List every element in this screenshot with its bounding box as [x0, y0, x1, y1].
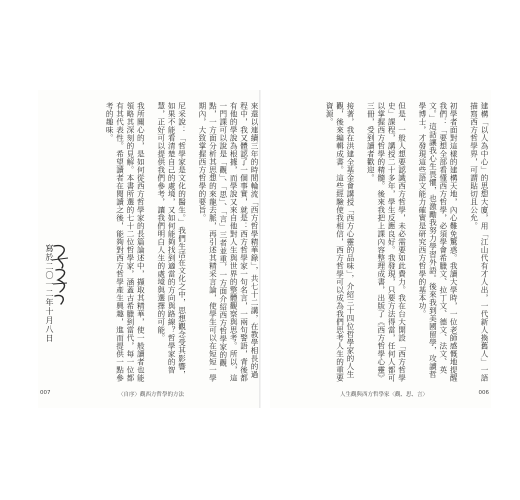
- running-title: 〈自序〉觀西方哲學的方法: [118, 392, 185, 398]
- right-page-body: [272, 102, 489, 382]
- page-number: 007: [40, 390, 51, 396]
- paragraph: 接著，我在洪建全基金會講授「西方心靈的品味」，介紹三十四位哲學家的人生觀，後來編輯成書。這些經驗使我相信，西方哲學可以成為我們思考人生的重要資源。: [325, 102, 355, 382]
- signature-date: 寫於二〇一二年十月八日: [45, 244, 54, 343]
- page-number: 006: [478, 390, 489, 396]
- left-page-body: [92, 102, 259, 382]
- paragraph: 來還以連續三年的時間輪流「西方哲學精華錄」，共七十二講，在教學相長的過程中，我又體認了一個事實，就是：西方哲學家一句名言，一兩句警語，背後都有他的學說為根據，而學說又來自他對人生與世界的整體觀察與思考。所以，這一門課可以說是「觀」、「思」、「言」三者並重，一方面介紹西方哲學家的觀點，一方面分析其思想的來龍去脈，再引述其精采言論，使學生可以在短短一學期內，大致掌握西方哲學的要旨。: [197, 102, 259, 382]
- paragraph: 尼采說：「哲學家是文化的醫生。」我們生活在文化之中，思想觀念受其影響，如果不能看清楚自己的處境，又如何能夠找到適當的方向與路線？哲學家的智慧，正好可以提供我們參考，讓我們明白人生的處境與選擇的可能。: [156, 102, 187, 379]
- signature-block: [44, 240, 84, 380]
- paragraph: 建構「以人為中心」的思想大廈，用「江山代有才人出，一代新人換舊人」一語描寫西方哲學界，可謂貼切且公允。: [469, 102, 489, 382]
- book-gutter: [259, 90, 261, 408]
- paragraph: 初學者面對這樣的建構天地，內心難免驚惑。我讀大學時，一位老師感慨地提醒我們：「要想全部看懂西方哲學，必須學會希臘文、拉丁文、德文、法文、英文。」這話讓我心生畏懼，也激勵我努力學習外語。後來我到美國留學，攻讀哲學博士，才發現這些語文能力確實是研究西方哲學的基本功。: [417, 102, 459, 382]
- right-page: [270, 90, 491, 408]
- running-title: 人生觀與西方哲學家〈觀、思、言〉: [340, 392, 429, 398]
- paragraph: 我所關心的，是如何從西方哲學家的長篇論述中，擷取其精華，使一般讀者也能領略其深刻的見解。本書所選的七十二位哲學家，涵蓋古希臘到當代，每一位都有其代表性。希望讀者在閱讀之後，能夠對西方哲學產生興趣，進而提供一點參考的趣味。: [105, 102, 146, 382]
- left-page: [38, 90, 259, 408]
- paragraph: 但是，一般人想要認識西方哲學，未必需要如此費力。我在台大開設「西方哲學史」課程，講授二十多年，學生反應良好。我發現，只要方法得當，任何人都可以掌握西方哲學的精髓。後來我把上課內容整理成書，出版了《西方哲學心靈》三冊，受到讀者歡迎。: [366, 102, 407, 382]
